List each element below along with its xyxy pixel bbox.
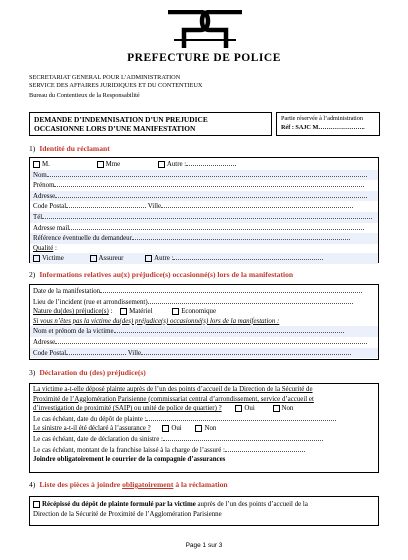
plainte-question-row: d’investigation de proximité (SAIP) ou unité de police de quartier) ? Oui Non: [33, 405, 294, 413]
checkbox-plainte-non[interactable]: [273, 405, 280, 412]
checkbox-economique[interactable]: [172, 308, 179, 315]
reference-demandeur-field[interactable]: Référence éventuelle du demandeur: [30, 233, 378, 244]
checkbox-m[interactable]: [33, 161, 40, 168]
date-manifestation-field[interactable]: Date de la manifestation: [30, 286, 378, 297]
plainte-question-line-1: La victime a-t-elle déposé plainte auprès de l’un des points d’accueil de la Direction de la Sécurité de: [33, 386, 313, 393]
checkbox-autre[interactable]: [158, 161, 165, 168]
code-postal-field[interactable]: [66, 201, 146, 208]
date-plainte-field[interactable]: Le cas échéant, date du dépôt de plainte :: [30, 414, 378, 425]
checkbox-mme[interactable]: [97, 161, 104, 168]
code-postal-ville-victime-row: Code Postal Ville: [30, 348, 378, 359]
nom-victime-field[interactable]: Nom et prénom de la victime: [30, 326, 378, 337]
section-2-heading: 2) Informations relatives au(x) préjudice(s) occasionné(s) lors de la manifestation: [29, 270, 294, 279]
qualite-label: Qualité :: [33, 244, 57, 252]
nom-field[interactable]: Nom: [30, 170, 378, 181]
date-sinistre-field[interactable]: Le cas échéant, date de déclaration du sinistre :: [30, 434, 378, 445]
prenom-field[interactable]: Prénom: [30, 180, 378, 191]
email-field[interactable]: Adresse mail: [30, 223, 378, 234]
logo-text: PREFECTURE DE POLICE: [127, 52, 281, 64]
form-title-box: [29, 112, 272, 136]
header-line-2: SERVICE DES AFFAIRES JURIDIQUES ET DU CONTENTIEUX: [29, 82, 203, 89]
code-postal-ville-row: Code Postal Ville: [30, 201, 378, 212]
franchise-field[interactable]: Le cas échéant, montant de la franchise laissé à la charge de l’assuré :: [30, 445, 378, 456]
checkbox-assurance-oui[interactable]: [162, 425, 169, 432]
ville-field[interactable]: [161, 201, 353, 208]
checkbox-plainte-oui[interactable]: [235, 405, 242, 412]
lieu-incident-field[interactable]: Lieu de l’incident (rue et arrondissement): [30, 297, 378, 308]
page-number: Page 1 sur 3: [185, 542, 223, 549]
tel-field[interactable]: Tél: [30, 212, 378, 223]
adresse-field[interactable]: Adresse: [30, 191, 378, 202]
section-4-frame: [29, 496, 379, 526]
checkbox-recepisse[interactable]: [33, 501, 40, 508]
header-line-3: Bureau du Contentieux de la Responsabilité: [29, 92, 140, 99]
si-pas-victime-note: Si vous n’êtes pas la victime du(des) préjudice(s) occasionné(s) lors de la manifestation :: [33, 317, 280, 325]
assurance-question-row: Le sinistre a-t-il été déclaré à l’assurance ? Oui Non: [33, 425, 217, 433]
section-2-frame: [29, 284, 379, 360]
civility-row: M. Mme Autre :: [30, 159, 378, 170]
plainte-question-line-2: Proximité de l’Agglomération Parisienne (commissariat central d’arrondissement, service d’accueil et: [33, 395, 314, 403]
ville-victime-field[interactable]: [141, 348, 351, 355]
checkbox-materiel[interactable]: [120, 308, 127, 315]
section-1-frame: [29, 157, 379, 263]
code-postal-victime-field[interactable]: [66, 348, 126, 355]
adresse-victime-field[interactable]: Adresse: [30, 337, 378, 348]
admin-reference-box: [276, 112, 380, 136]
section-3-frame: [29, 383, 379, 473]
piece-recepisse-line-2: Direction de la Sécurité de Proximité de l’Agglomération Parisienne: [33, 510, 222, 518]
header-line-1: SECRETARIAT GENERAL POUR L’ADMINISTRATION: [29, 74, 181, 81]
checkbox-assureur[interactable]: [90, 255, 97, 262]
form-title-line-2: OCCASIONNE LORS D’UNE MANIFESTATION: [34, 124, 196, 133]
admin-reference-field[interactable]: Réf : SAJC M…………………..: [281, 124, 365, 131]
qualite-row: Victime Assureur Autre :: [30, 253, 378, 264]
section-3-heading: 3) Déclaration du (des) préjudice(s): [29, 368, 146, 377]
checkbox-autre-qualite[interactable]: [145, 255, 152, 262]
admin-reference-label: Partie réservée à l’administration: [281, 115, 363, 122]
joindre-courrier-note: Joindre obligatoirement le courrier de la compagnie d’assurances: [33, 456, 226, 464]
checkbox-assurance-non[interactable]: [195, 425, 202, 432]
prefecture-logo-icon: [160, 10, 250, 50]
form-title-line-1: DEMANDE D’INDEMNISATION D’UN PREJUDICE: [34, 115, 208, 124]
piece-recepisse-line-1: Récépissé du dépôt de plainte formulé par la victime auprès de l’un des points d’accueil de la: [30, 500, 378, 510]
section-1-heading: 1) Identité du réclamant: [29, 144, 110, 153]
checkbox-victime[interactable]: [33, 255, 40, 262]
nature-prejudice-row: Nature du(des) préjudice(s) : Matériel Economique: [33, 308, 217, 316]
section-4-heading: 4) Liste des pièces à joindre obligatoirement à la réclamation: [29, 480, 228, 489]
